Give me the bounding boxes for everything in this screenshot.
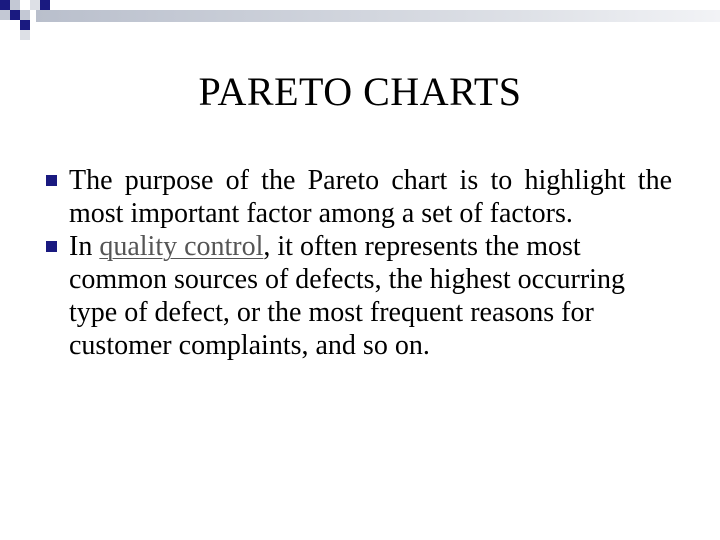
deco-square-dark-4 bbox=[40, 0, 50, 10]
deco-square-light-5 bbox=[20, 30, 30, 40]
deco-square-light-3 bbox=[20, 10, 30, 20]
bullet-text-quality-control bbox=[69, 230, 672, 362]
deco-square-light-4 bbox=[30, 0, 40, 10]
bullet-item-purpose bbox=[46, 164, 672, 230]
slide-title: PARETO CHARTS bbox=[198, 69, 522, 114]
square-bullet-icon bbox=[46, 175, 57, 186]
bullet-item-quality-control bbox=[46, 230, 672, 362]
bullet-list bbox=[46, 164, 672, 362]
deco-square-light-1 bbox=[10, 0, 20, 10]
bullet-text-purpose: The purpose of the Pareto chart is to highlight the most important factor among a set of factors. bbox=[69, 165, 672, 229]
bullet-text-suffix: , it often represents the most common sources of defects, the highest occurring type of defect, or the most frequent reasons for customer complaints, and so on. bbox=[69, 231, 625, 361]
header-stripe bbox=[36, 10, 720, 22]
deco-square-dark-3 bbox=[20, 20, 30, 30]
square-bullet-icon bbox=[46, 241, 57, 252]
deco-square-dark-1 bbox=[0, 0, 10, 10]
deco-square-light-2 bbox=[0, 10, 10, 20]
bullet-text-prefix: In bbox=[69, 231, 100, 262]
corner-decoration bbox=[0, 0, 720, 50]
deco-square-dark-2 bbox=[10, 10, 20, 20]
quality-control-link[interactable]: quality control bbox=[99, 231, 264, 262]
